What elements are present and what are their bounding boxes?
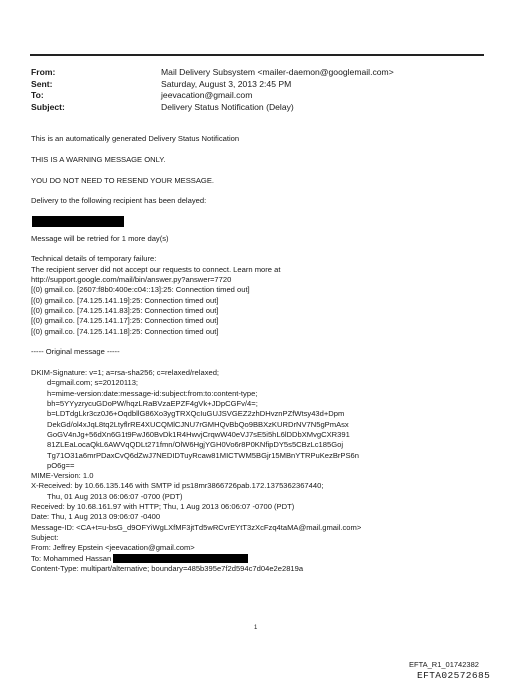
from-value: Mail Delivery Subsystem <mailer-daemon@googlemail.com> — [161, 67, 394, 77]
to-line — [31, 554, 491, 564]
to-value: jeevacation@gmail.com — [161, 90, 253, 101]
retry-line: Message will be retried for 1 more day(s) — [31, 233, 169, 243]
body-line: YOU DO NOT NEED TO RESEND YOUR MESSAGE. — [31, 175, 214, 185]
page-number: 1 — [254, 625, 258, 631]
redaction-block — [113, 554, 248, 563]
from-line: From: Jeffrey Epstein <jeevacation@gmail.com> — [31, 543, 195, 553]
to-label: To: — [31, 90, 44, 101]
x-received-line: X-Received: by 10.66.135.146 with SMTP id ps18mr3866726pab.172.1375362367440; — [31, 481, 324, 491]
dkim-line: Tg71O31a6mrPDaxCvQ6dZwJ7NEDIDTuyRcaw81MICTWM5BGjr15MBnYTRPuKezBrPS6n — [47, 450, 359, 460]
to-row — [31, 90, 394, 102]
document-bates-number: EFTA02572685 — [417, 670, 491, 681]
date-line: Date: Thu, 1 Aug 2013 09:06:07 -0400 — [31, 512, 161, 522]
email-body — [31, 134, 491, 574]
tech-line: [(0) gmail.co. [74.125.141.17]:25: Connection timed out] — [31, 316, 219, 326]
mime-line: MIME-Version: 1.0 — [31, 471, 94, 481]
subject-label: Subject: — [31, 101, 65, 112]
content-type-line: Content-Type: multipart/alternative; boundary=485b395e7f2d594c7d04e2e2819a — [31, 563, 304, 573]
from-label: From: — [31, 67, 56, 77]
original-message-divider: ----- Original message ----- — [31, 347, 120, 357]
dkim-line: pO6g== — [47, 460, 75, 470]
body-line: This is an automatically generated Delivery Status Notification — [31, 134, 240, 143]
dkim-line: DKIM-Signature: v=1; a=rsa-sha256; c=relaxed/relaxed; — [31, 368, 220, 378]
dkim-line: DekGd/ol4xJqL8tq2LtyflrRE4XUCQMlCJNU7rGMHQvBbQo9BBXzKURDrNV7N5gPmAsx — [47, 419, 349, 429]
tech-line: [(0) gmail.co. [2607:f8b0:400e:c04::13]:25: Connection timed out] — [31, 285, 250, 295]
tech-line: Technical details of temporary failure: — [31, 254, 157, 264]
redaction-block — [32, 216, 124, 227]
sent-value: Saturday, August 3, 2013 2:45 PM — [161, 78, 292, 89]
tech-line: [(0) gmail.co. [74.125.141.18]:25: Connection timed out] — [31, 326, 219, 336]
received-line: Received: by 10.68.161.97 with HTTP; Thu, 1 Aug 2013 06:06:07 -0700 (PDT) — [31, 502, 295, 512]
sent-label: Sent: — [31, 78, 53, 89]
tech-line: http://support.google.com/mail/bin/answer.py?answer=7720 — [31, 275, 232, 285]
tech-line: The recipient server did not accept our requests to connect. Learn more at — [31, 264, 281, 274]
subject-line: Subject: — [31, 532, 59, 542]
tech-line: [(0) gmail.co. [74.125.141.19]:25: Connection timed out] — [31, 295, 219, 305]
tech-line: [(0) gmail.co. [74.125.141.83]:25: Connection timed out] — [31, 305, 219, 315]
dkim-line: b=LDTdgLkr3cz0J6+OqdbllG86Xo3ygTRXQcIuGUJSVGEZ2zhDHvznPZfWtsy43d+Dpm — [47, 409, 345, 419]
body-line: Delivery to the following recipient has been delayed: — [31, 196, 207, 206]
email-header — [31, 67, 394, 113]
dkim-line: bh=5YYyzrycuGDoPW/hqzLRaBVzaEPZF4gVk+JDpCGFv/4=; — [47, 399, 258, 409]
dkim-line: h=mime-version:date:message-id:subject:from:to:content-type; — [47, 388, 258, 398]
sent-row — [31, 79, 394, 91]
document-reference-id: EFTA_R1_01742382 — [409, 660, 479, 669]
subject-row — [31, 102, 394, 114]
header-rule — [30, 54, 484, 56]
to-line-text: To: Mohammed Hassan — [31, 553, 112, 563]
x-received-date-line: Thu, 01 Aug 2013 06:06:07 -0700 (PDT) — [47, 491, 183, 501]
body-line: THIS IS A WARNING MESSAGE ONLY. — [31, 154, 166, 164]
dkim-line: 81ZLEaLocaQkL6AWVqQDLt271fmn/OlW6HgjYGH0Vo6r8P0KNfipDY5s5CBzLc185Goj — [47, 440, 344, 450]
from-row — [31, 67, 394, 79]
message-id-line: Message-ID: <CA+t=u-bsG_d9OFYiWgLXfMF3jtTd5wRCvrEYtT3zXcFzq4taMA@mail.gmail.com> — [31, 522, 362, 532]
subject-value: Delivery Status Notification (Delay) — [161, 101, 294, 112]
dkim-line: GoGV4nJg+56dXn6G1t9FwJ60BvDk1R4HwvjCrqwW40eVJ7sE5i5hL6lDDbXMvgCXR391 — [47, 429, 350, 439]
dkim-line: d=gmail.com; s=20120113; — [47, 378, 139, 388]
